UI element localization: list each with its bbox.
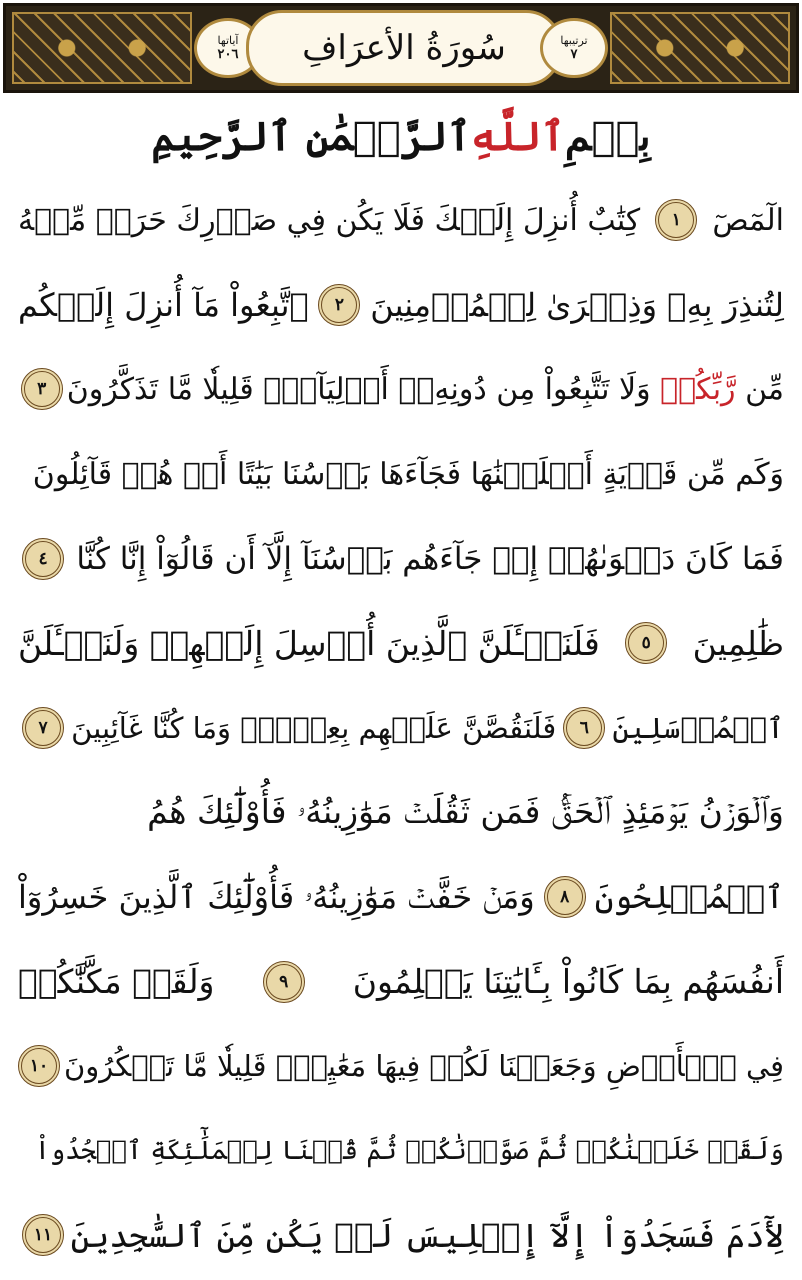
verse-text-part: مِّن xyxy=(745,371,784,407)
verse-text: وَكَم مِّن قَرۡيَةٍ أَهۡلَكۡنَٰهَا فَجَآءَهَا بَأۡسُنَا بَيَٰتًا أَوۡ هُمۡ قَآئِلُونَ xyxy=(32,456,784,492)
surah-title-box xyxy=(246,10,562,86)
verse-text: كِتَٰبٌ أُنزِلَ إِلَيۡكَ فَلَا يَكُن فِي صَدۡرِكَ حَرَجٞ مِّنۡهُ xyxy=(18,202,641,238)
text-line xyxy=(18,1109,784,1194)
verse-text: أَنفُسَهُم بِمَا كَانُواْ بِـَٔايَٰتِنَا يَظۡلِمُونَ xyxy=(352,962,784,1002)
ayah-end-marker-icon: ٨ xyxy=(544,876,586,918)
ayat-label: آياتها xyxy=(217,34,239,47)
text-line xyxy=(18,178,784,263)
text-line xyxy=(18,516,784,601)
verse-text-highlight: رَّبِّكُمۡ xyxy=(660,371,736,407)
verse-text: ظَٰلِمِينَ xyxy=(692,623,784,663)
basmala-rahman-rahim: ٱلرَّحۡمَٰنِ ٱلرَّحِيمِ xyxy=(151,112,472,160)
arabesque-ornament-icon xyxy=(610,12,790,84)
text-line xyxy=(18,601,784,686)
basmala xyxy=(150,108,652,164)
text-line xyxy=(18,263,784,348)
ayah-end-marker-icon: ٥ xyxy=(625,622,667,664)
verse-text: وَلَقَدۡ مَكَّنَّٰكُمۡ xyxy=(18,962,215,1002)
text-line xyxy=(18,855,784,940)
text-line xyxy=(18,686,784,771)
surah-header-frame xyxy=(3,3,799,93)
text-line xyxy=(18,1024,784,1109)
verse-text: فَمَا كَانَ دَعۡوَىٰهُمۡ إِذۡ جَآءَهُم بَأۡسُنَآ إِلَّآ أَن قَالُوٓاْ إِنَّا كُنَّا xyxy=(76,540,784,577)
verse-text: الٓمٓصٓ xyxy=(712,202,784,238)
verse-text-part: وَلَا تَتَّبِعُواْ مِن دُونِهِۦٓ أَوۡلِيَآءَۗ قَلِيلٗا مَّا تَذَكَّرُونَ xyxy=(66,371,651,407)
verse-text: وَٱلۡوَزۡنُ يَوۡمَئِذٍ ٱلۡحَقُّۚ فَمَن ثَقُلَتۡ مَوَٰزِينُهُۥ فَأُوْلَٰٓئِكَ هُمُ xyxy=(147,792,784,832)
verse-text: فَلَنَسۡـَٔلَنَّ ٱلَّذِينَ أُرۡسِلَ إِلَيۡهِمۡ وَلَنَسۡـَٔلَنَّ xyxy=(18,623,600,663)
ayah-end-marker-icon: ١٠ xyxy=(18,1045,60,1087)
order-label: ترتيبها xyxy=(560,34,588,47)
ayah-end-marker-icon: ٣ xyxy=(21,368,63,410)
verse-text xyxy=(67,372,784,407)
verse-text: لِأٓدَمَ فَسَجَدُوٓاْ إِلَّآ إِبۡلِيسَ لَمۡ يَكُن مِّنَ ٱلسَّٰجِدِينَ xyxy=(70,1215,784,1255)
verse-text: ٱتَّبِعُواْ مَآ أُنزِلَ إِلَيۡكُم xyxy=(18,285,309,324)
verse-text: فِي ٱلۡأَرۡضِ وَجَعَلۡنَا لَكُمۡ فِيهَا مَعَٰيِشَۗ قَلِيلٗا مَّا تَشۡكُرُونَ xyxy=(63,1049,784,1084)
text-line xyxy=(18,432,784,517)
text-line xyxy=(18,770,784,855)
verse-text: وَمَنۡ خَفَّتۡ مَوَٰزِينُهُۥ فَأُوْلَٰٓئِكَ ٱلَّذِينَ خَسِرُوٓاْ xyxy=(18,877,535,916)
surah-title: سُورَةُ الأعرَافِ xyxy=(302,28,506,68)
basmala-allah: ٱللَّهِ xyxy=(471,112,565,160)
ayah-end-marker-icon: ١ xyxy=(655,199,697,241)
ayah-end-marker-icon: ١١ xyxy=(22,1214,64,1256)
ayah-end-marker-icon: ٦ xyxy=(563,707,605,749)
ayah-end-marker-icon: ٧ xyxy=(22,707,64,749)
text-line xyxy=(18,939,784,1024)
ayah-end-marker-icon: ٩ xyxy=(263,961,305,1003)
verse-text: لِتُنذِرَ بِهِۦ وَذِكۡرَىٰ لِلۡمُؤۡمِنِينَ xyxy=(370,285,784,324)
verse-text: فَلَنَقُصَّنَّ عَلَيۡهِم بِعِلۡمٖۖ وَمَا كُنَّا غَآئِبِينَ xyxy=(71,710,557,745)
text-line xyxy=(18,347,784,432)
surah-order-medallion xyxy=(540,18,608,78)
surah-order-number: ٧ xyxy=(570,47,578,62)
verse-lines xyxy=(18,178,784,1278)
ayah-end-marker-icon: ٢ xyxy=(318,284,360,326)
verse-text: ٱلۡمُفۡلِحُونَ xyxy=(594,878,784,917)
text-line xyxy=(18,1193,784,1278)
ayah-end-marker-icon: ٤ xyxy=(22,538,64,580)
basmala-bism: بِسۡمِ xyxy=(564,112,651,160)
verse-text: ٱلۡمُرۡسَلِينَ xyxy=(612,710,784,745)
arabesque-ornament-icon xyxy=(12,12,192,84)
verse-text: وَلَقَدۡ خَلَقۡنَٰكُمۡ ثُمَّ صَوَّرۡنَٰكُمۡ ثُمَّ قُلۡنَا لِلۡمَلَٰٓئِكَةِ ٱسۡجُدُواْ xyxy=(34,1135,784,1166)
ayat-count: ٢٠٦ xyxy=(217,47,239,62)
